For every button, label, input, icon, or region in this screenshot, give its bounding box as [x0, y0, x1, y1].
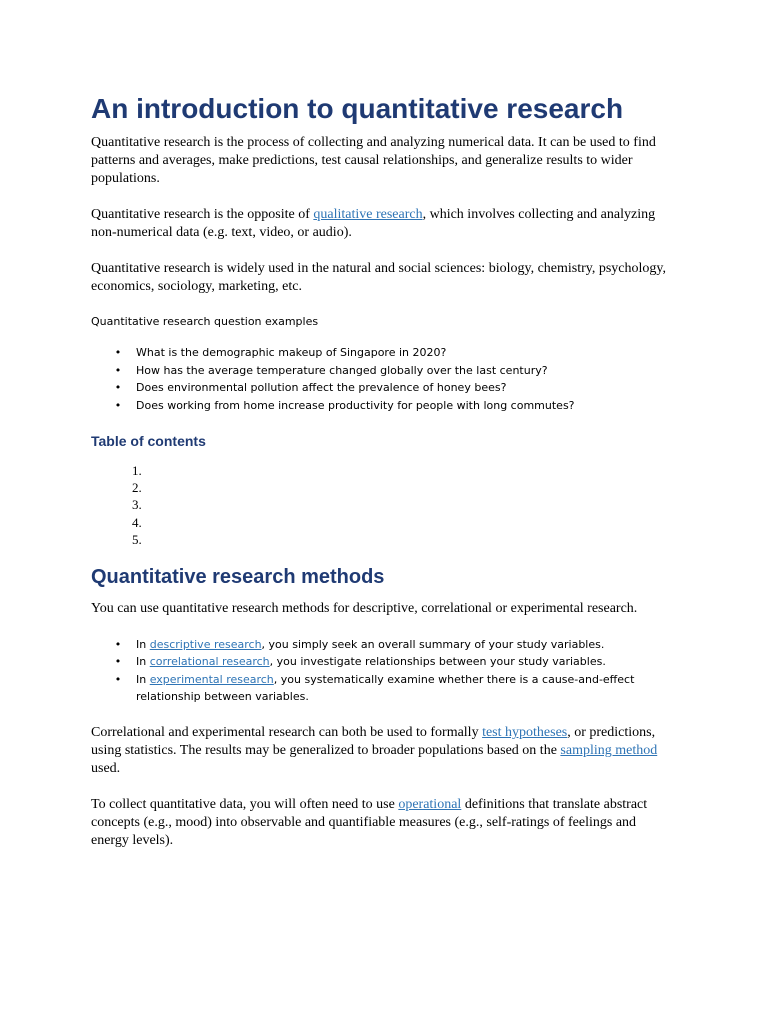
bullet-glyph: •: [114, 381, 122, 394]
toc-item[interactable]: 5.: [132, 531, 142, 547]
toc-heading: Table of contents: [91, 433, 206, 449]
methods-heading: Quantitative research methods: [91, 565, 385, 588]
document-content: [91, 92, 681, 868]
bullet-glyph: •: [114, 363, 122, 377]
experimental-research-link[interactable]: experimental research: [149, 672, 274, 686]
methods-paragraph-2: [91, 724, 676, 778]
descriptive-research-link[interactable]: descriptive research: [149, 637, 262, 651]
methods-paragraph-3: [91, 796, 676, 850]
example-question-text: How has the average temperature changed globally over the last century?: [136, 363, 548, 377]
methods-list: [91, 636, 681, 706]
bullet-glyph: •: [114, 637, 122, 651]
method-text-before: In: [136, 655, 150, 669]
intro-paragraph-1: Quantitative research is the process of collecting and analyzing numerical data. It can be used to find patterns and averages, make predictions, test causal relationships, and generalize results to wider populations.: [91, 135, 656, 186]
operational-link[interactable]: operational: [398, 796, 462, 812]
example-question-text: Does environmental pollution affect the prevalence of honey bees?: [136, 381, 507, 394]
correlational-research-link[interactable]: correlational research: [149, 655, 270, 669]
method-text-after: , you systematically examine whether there is a cause-and-effect relationship between variables.: [136, 672, 635, 704]
qualitative-research-link[interactable]: qualitative research: [313, 207, 423, 222]
toc-item[interactable]: 3.: [132, 497, 142, 513]
intro-paragraph-2: [91, 206, 676, 242]
sampling-method-link[interactable]: sampling method: [560, 742, 658, 758]
methods-p2-text-after: used.: [91, 760, 121, 776]
methods-p3-text-after: definitions that translate abstract concepts (e.g., mood) into observable and quantifiable measures (e.g., self-ratings of feelings and energy levels).: [91, 796, 648, 848]
method-text-after: , you investigate relationships between your study variables.: [269, 655, 606, 669]
methods-intro-paragraph: You can use quantitative research methods for descriptive, correlational or experimental research.: [91, 600, 638, 616]
example-question-text: What is the demographic makeup of Singapore in 2020?: [136, 346, 447, 359]
method-text-before: In: [136, 637, 150, 651]
methods-p2-text-middle: , or predictions, using statistics. The results may be generalized to broader populations based on the: [91, 724, 656, 758]
bullet-glyph: •: [114, 346, 122, 359]
list-item: [91, 636, 681, 654]
toc-item[interactable]: 2.: [132, 480, 142, 496]
toc-item[interactable]: 4.: [132, 514, 142, 530]
method-text-before: In: [136, 672, 150, 686]
list-item: [91, 671, 681, 706]
methods-p2-text-before: Correlational and experimental research can both be used to formally: [91, 724, 483, 740]
intro-paragraph-3: Quantitative research is widely used in the natural and social sciences: biology, chemistry, psychology, economics, sociology, marketing, etc.: [91, 261, 667, 294]
test-hypotheses-link[interactable]: test hypotheses: [482, 724, 568, 740]
toc-item[interactable]: 1.: [132, 463, 142, 478]
list-item: [91, 379, 681, 397]
examples-heading: Quantitative research question examples: [91, 315, 319, 328]
intro-p2-text-after: , which involves collecting and analyzing non-numerical data (e.g. text, video, or audio).: [91, 207, 656, 240]
page-title: An introduction to quantitative research: [91, 93, 624, 124]
bullet-glyph: •: [114, 398, 122, 412]
list-item: [91, 653, 681, 671]
list-item: [91, 344, 681, 362]
list-item: [91, 397, 681, 415]
toc-list: [91, 462, 681, 548]
examples-list: [91, 344, 681, 414]
methods-p3-text-before: To collect quantitative data, you will often need to use: [91, 796, 399, 812]
method-text-after: , you simply seek an overall summary of your study variables.: [261, 637, 605, 651]
bullet-glyph: •: [114, 672, 122, 686]
bullet-glyph: •: [114, 655, 122, 669]
list-item: [91, 362, 681, 380]
intro-p2-text-before: Quantitative research is the opposite of: [91, 207, 314, 222]
example-question-text: Does working from home increase productivity for people with long commutes?: [136, 398, 575, 412]
